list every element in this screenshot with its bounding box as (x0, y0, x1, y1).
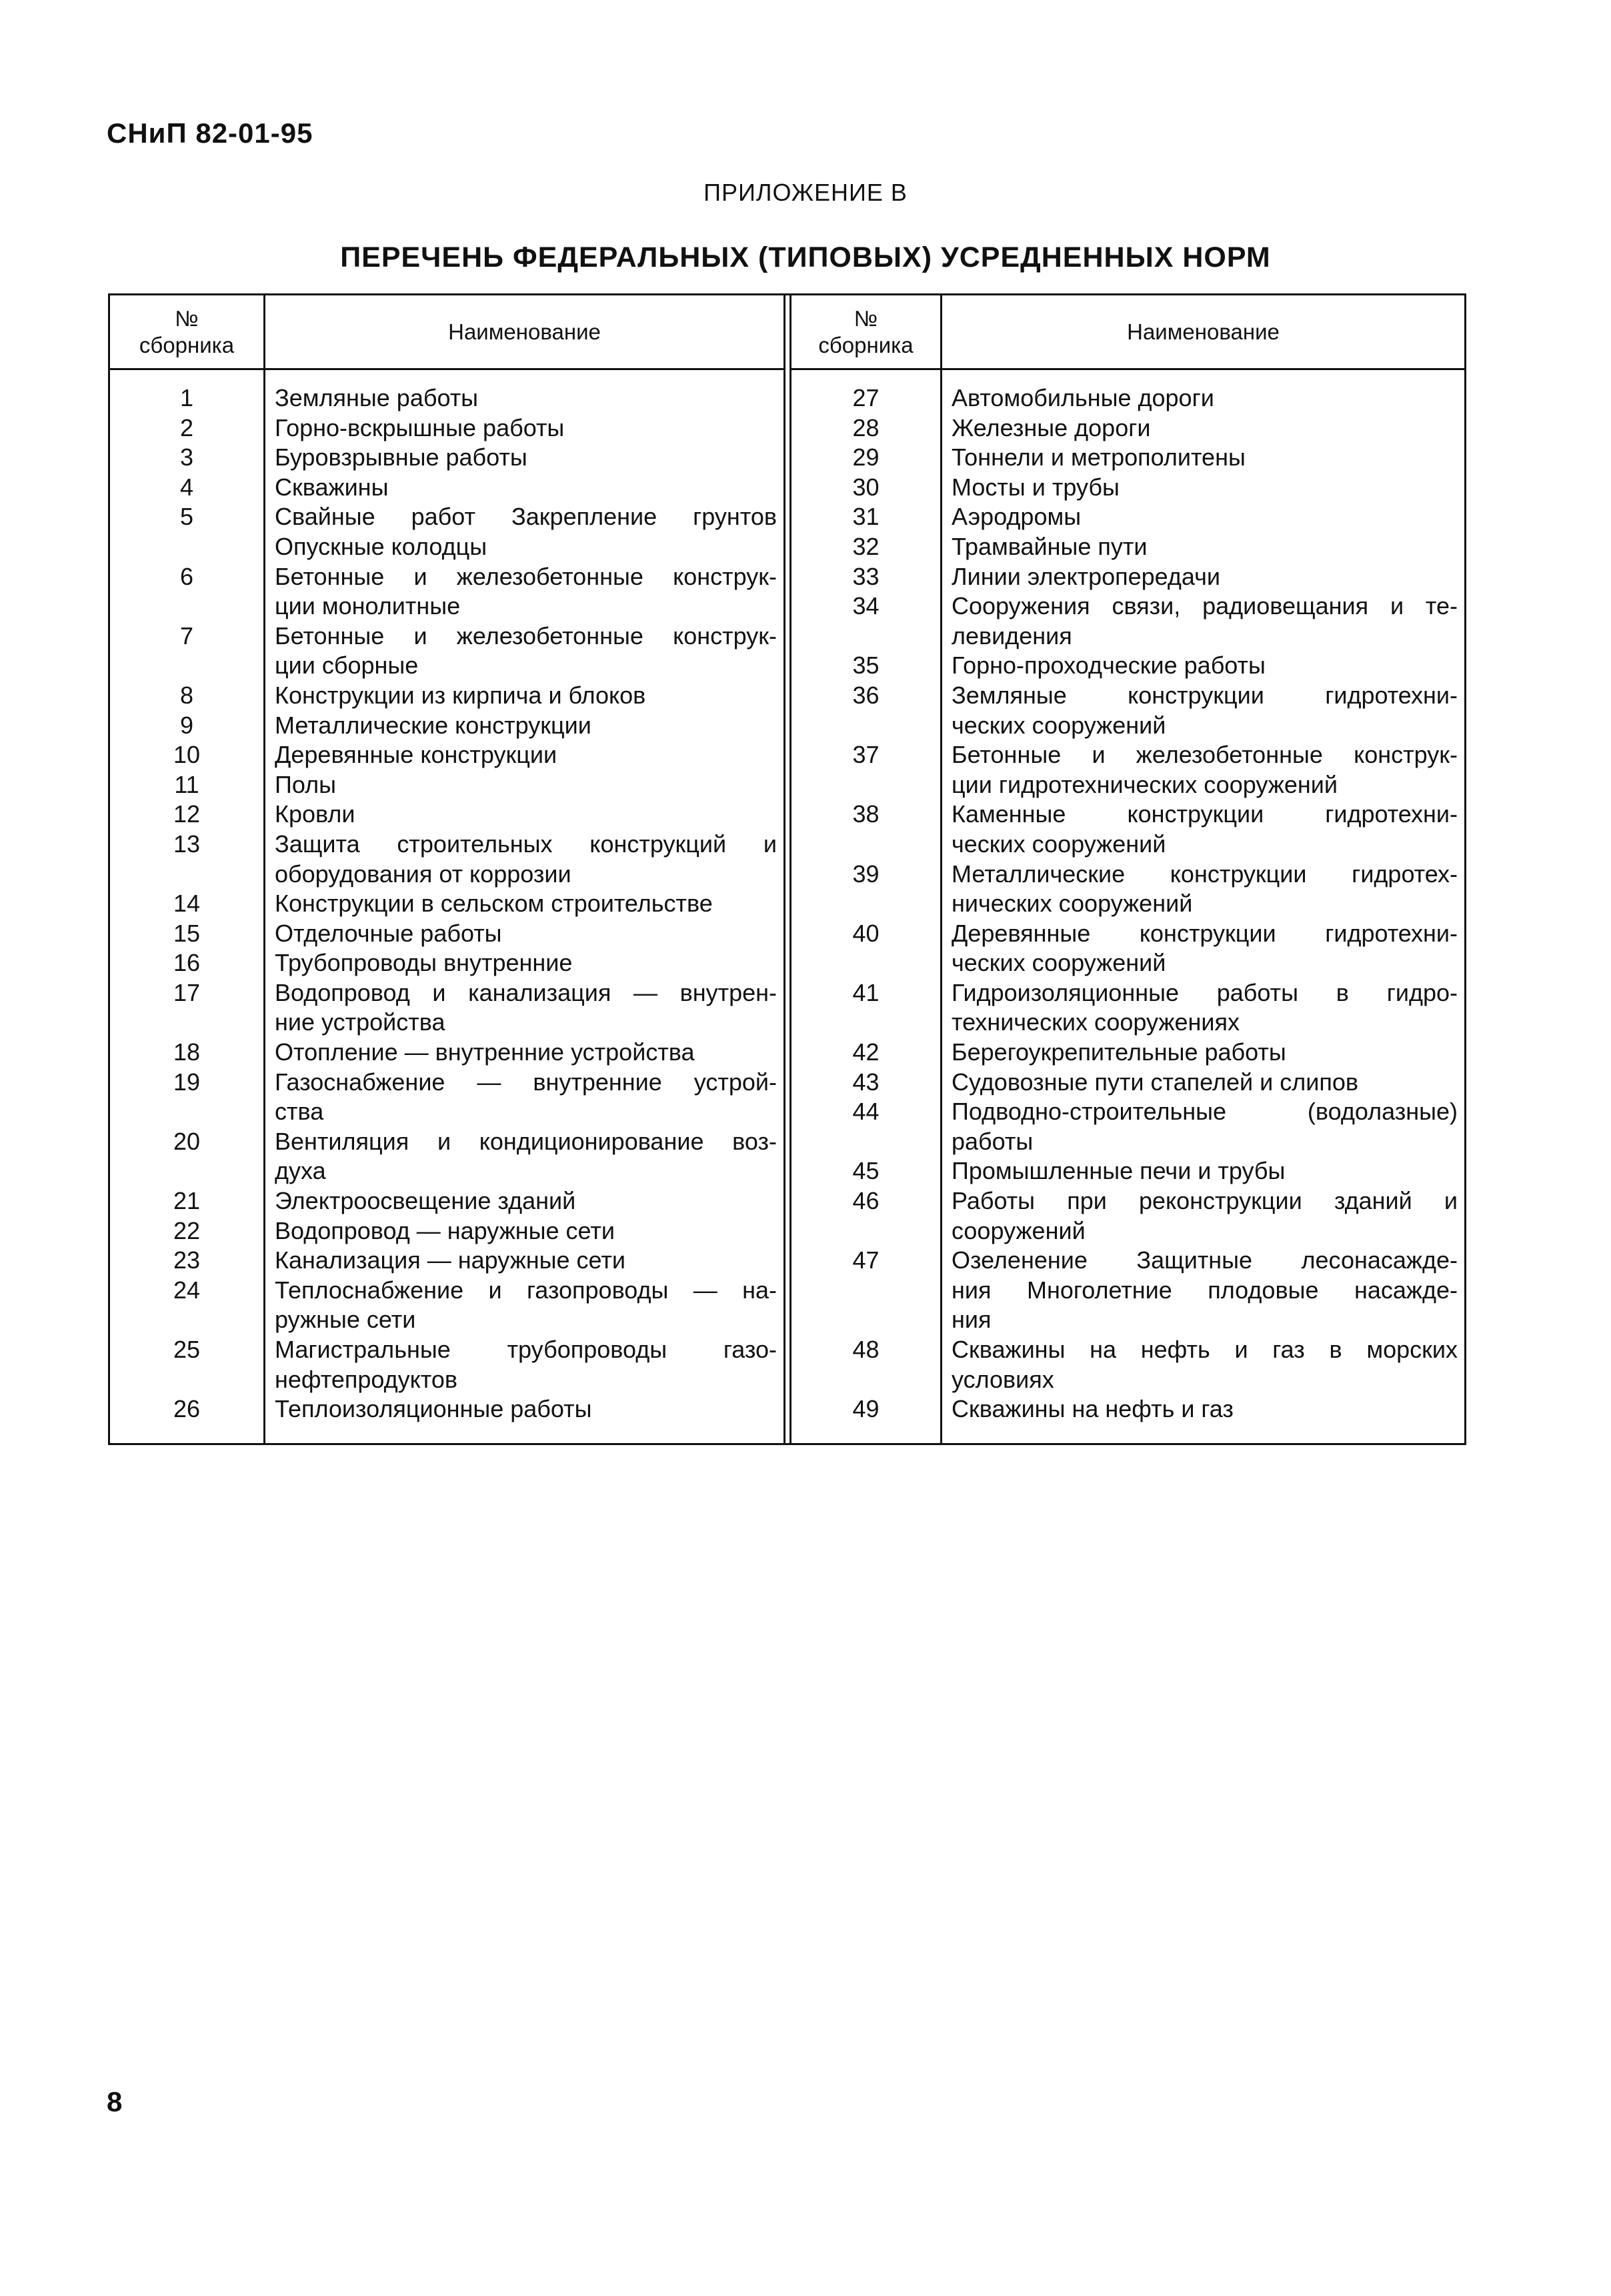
norm-name-line: ружные сети (275, 1306, 416, 1334)
norm-number: 20 (173, 1127, 201, 1155)
norm-name-line: Свайные работ Закрепление грунтов (275, 503, 777, 531)
norm-name-line: Отопление — внутренние устройства (275, 1038, 695, 1066)
number-spacer (791, 711, 940, 741)
norm-name-line: Горно-проходческие работы (952, 652, 1266, 680)
norm-number: 15 (173, 919, 201, 947)
norm-name-line: левидения (952, 622, 1072, 650)
norm-number: 2 (179, 413, 194, 441)
norm-number: 41 (852, 978, 880, 1006)
norm-name-line: Сооружения связи, радиовещания и те- (952, 592, 1458, 620)
norm-number: 28 (852, 413, 880, 441)
header-name: Наименование (1127, 319, 1280, 344)
norm-name-line: технических сооружениях (952, 1008, 1240, 1036)
header-number-label: сборника (139, 332, 235, 357)
norm-number: 46 (852, 1187, 880, 1215)
number-spacer (110, 1365, 263, 1395)
norm-name-line: Теплоизоляционные работы (275, 1395, 592, 1423)
norm-name-line: Деревянные конструкции (275, 741, 557, 769)
norm-number: 24 (173, 1276, 201, 1304)
norm-name-line: Мосты и трубы (952, 473, 1120, 501)
norm-number: 49 (852, 1395, 880, 1423)
norm-number: 42 (852, 1038, 880, 1066)
norm-name-line: Водопровод — наружные сети (275, 1216, 615, 1244)
norm-name-line: Металлические конструкции гидротех- (952, 860, 1458, 888)
number-spacer (791, 622, 940, 652)
norm-name-line: Металлические конструкции (275, 711, 591, 739)
norm-name-line: Буровзрывные работы (275, 443, 527, 471)
norm-name-line: Аэродромы (952, 503, 1082, 531)
norm-number: 45 (852, 1157, 880, 1185)
norm-name-line: Скважины на нефть и газ (952, 1395, 1234, 1423)
norm-name-line: Подводно-строительные (водолазные) (952, 1098, 1458, 1126)
norm-number: 36 (852, 681, 880, 709)
norm-name-line: нефтепродуктов (275, 1365, 457, 1393)
norm-number: 13 (173, 830, 201, 858)
norm-number: 23 (173, 1246, 201, 1274)
norm-name-line: Защита строительных конструкций и (275, 830, 777, 858)
norm-name-line: Газоснабжение — внутренние устрой- (275, 1068, 777, 1096)
norm-name-line: Конструкции в сельском строительстве (275, 890, 713, 918)
norm-number: 29 (852, 443, 880, 471)
norm-name-line: сооружений (952, 1216, 1086, 1244)
norm-number: 17 (173, 978, 201, 1006)
norm-name-line: Горно-вскрышные работы (275, 413, 565, 441)
number-column (110, 370, 265, 1443)
norm-number: 11 (174, 770, 199, 798)
norm-name-line: нических сооружений (952, 890, 1193, 918)
norm-number: 48 (852, 1336, 880, 1363)
norm-number: 12 (173, 800, 201, 828)
number-spacer (791, 1216, 940, 1246)
norm-name-line: Бетонные и железобетонные конструк- (952, 741, 1458, 769)
norm-number: 44 (852, 1098, 880, 1126)
norm-name-line: Гидроизоляционные работы в гидро- (952, 978, 1458, 1006)
number-column (791, 370, 942, 1443)
norm-number: 31 (852, 503, 880, 531)
number-spacer (791, 948, 940, 978)
table-header (791, 295, 1464, 370)
norm-name-line: Земляные конструкции гидротехни- (952, 681, 1458, 709)
norm-name-line: Трубопроводы внутренние (275, 949, 573, 977)
number-spacer (791, 1127, 940, 1157)
norm-number: 8 (179, 681, 194, 709)
norm-name-line: Полы (275, 770, 336, 798)
number-spacer (791, 830, 940, 860)
norm-number: 37 (852, 741, 880, 769)
number-spacer (791, 1305, 940, 1335)
number-spacer (791, 1276, 940, 1306)
header-number-label: сборника (818, 332, 914, 357)
norms-table (108, 293, 1466, 1445)
norm-number: 7 (179, 622, 194, 650)
header-number (791, 295, 942, 368)
table-body-left (110, 370, 783, 1443)
norm-number: 25 (173, 1336, 201, 1363)
norm-name-line: Автомобильные дороги (952, 384, 1214, 411)
header-name: Наименование (448, 319, 601, 344)
header-number-sign: № (175, 305, 199, 331)
norm-name-line: Промышленные печи и трубы (952, 1157, 1286, 1185)
norm-number: 1 (179, 384, 194, 411)
number-spacer (110, 532, 263, 562)
norm-number: 6 (179, 562, 194, 590)
norm-name-line: Судовозные пути стапелей и слипов (952, 1068, 1358, 1096)
page-number: 8 (107, 2086, 123, 2117)
norm-number: 26 (173, 1395, 201, 1423)
norm-name-line: оборудования от коррозии (275, 860, 571, 888)
norm-name-line: Берегоукрепительные работы (952, 1038, 1286, 1066)
norm-name-line: Теплоснабжение и газопроводы — на- (275, 1276, 777, 1304)
norm-name-line: работы (952, 1127, 1034, 1155)
norm-name-line: ческих сооружений (952, 711, 1166, 739)
name-column (265, 370, 783, 1443)
number-spacer (791, 1365, 940, 1395)
norm-number: 10 (173, 741, 201, 769)
header-number-sign: № (854, 305, 878, 331)
norm-name-line: ции сборные (275, 652, 419, 680)
number-spacer (791, 889, 940, 919)
norm-name-line: Железные дороги (952, 413, 1151, 441)
norm-name-line: ния (952, 1306, 992, 1334)
norm-name-line: ции гидротехнических сооружений (952, 770, 1338, 798)
norm-name-line: Озеленение Защитные лесонасажде- (952, 1246, 1458, 1274)
norm-name-line: Бетонные и железобетонные конструк- (275, 562, 777, 590)
norm-name-line: Вентиляция и кондиционирование воз- (275, 1127, 777, 1155)
norm-number: 21 (173, 1187, 201, 1215)
norm-number: 40 (852, 919, 880, 947)
norm-number: 18 (173, 1038, 201, 1066)
norm-number: 5 (179, 503, 194, 531)
norm-name-line: Каменные конструкции гидротехни- (952, 800, 1458, 828)
norm-name-line: ческих сооружений (952, 830, 1166, 858)
number-spacer (791, 770, 940, 800)
norm-number: 32 (852, 532, 880, 560)
norm-name-line: Трамвайные пути (952, 532, 1148, 560)
number-spacer (110, 860, 263, 890)
norm-name-line: Земляные работы (275, 384, 479, 411)
norm-name-line: Электроосвещение зданий (275, 1187, 576, 1215)
norm-name-line: Работы при реконструкции зданий и (952, 1187, 1458, 1215)
number-spacer (791, 1008, 940, 1038)
norm-name-line: Линии электропередачи (952, 562, 1220, 590)
norm-name-line: условиях (952, 1365, 1054, 1393)
norm-number: 35 (852, 652, 880, 680)
table-left-half (110, 295, 785, 1443)
norm-number: 30 (852, 473, 880, 501)
norm-number: 38 (852, 800, 880, 828)
number-spacer (110, 651, 263, 681)
number-spacer (110, 592, 263, 622)
norm-name-line: ние устройства (275, 1008, 445, 1036)
norm-number: 43 (852, 1068, 880, 1096)
norm-name-line: ческих сооружений (952, 949, 1166, 977)
norm-name-line: Отделочные работы (275, 919, 502, 947)
number-spacer (110, 1097, 263, 1127)
norm-name-line: Тоннели и метрополитены (952, 443, 1246, 471)
page-title: ПЕРЕЧЕНЬ ФЕДЕРАЛЬНЫХ (ТИПОВЫХ) УСРЕДНЕННЫХ НОРМ (340, 241, 1271, 273)
norm-name-line: Скважины на нефть и газ в морских (952, 1336, 1458, 1363)
norm-number: 9 (179, 711, 194, 739)
norm-name-line: ства (275, 1098, 324, 1126)
norm-number: 16 (173, 949, 201, 977)
norm-name-line: Деревянные конструкции гидротехни- (952, 919, 1458, 947)
document-code: СНиП 82-01-95 (107, 117, 313, 149)
norm-number: 3 (179, 443, 194, 471)
norm-name-line: Скважины (275, 473, 389, 501)
norm-number: 33 (852, 562, 880, 590)
norm-number: 39 (852, 860, 880, 888)
norm-name-line: Водопровод и канализация — внутрен- (275, 978, 777, 1006)
table-body-right (791, 370, 1464, 1443)
header-number (110, 295, 265, 368)
norm-number: 19 (173, 1068, 201, 1096)
table-right-half (789, 295, 1464, 1443)
norm-name-line: ния Многолетние плодовые насажде- (952, 1276, 1458, 1304)
norm-name-line: Канализация — наружные сети (275, 1246, 625, 1274)
norm-number: 4 (179, 473, 194, 501)
name-column (942, 370, 1464, 1443)
norm-number: 34 (852, 592, 880, 620)
norm-number: 14 (173, 890, 201, 918)
norm-name-line: духа (275, 1157, 326, 1185)
appendix-label: ПРИЛОЖЕНИЕ В (703, 179, 908, 206)
number-spacer (110, 1008, 263, 1038)
norm-name-line: Магистральные трубопроводы газо- (275, 1336, 777, 1363)
norm-name-line: Кровли (275, 800, 355, 828)
norm-name-line: Конструкции из кирпича и блоков (275, 681, 646, 709)
norm-number: 47 (852, 1246, 880, 1274)
norm-name-line: ции монолитные (275, 592, 461, 620)
number-spacer (110, 1305, 263, 1335)
table-header (110, 295, 783, 370)
number-spacer (110, 1156, 263, 1186)
norm-number: 27 (852, 384, 880, 411)
norm-number: 22 (173, 1216, 201, 1244)
norm-name-line: Бетонные и железобетонные конструк- (275, 622, 777, 650)
norm-name-line: Опускные колодцы (275, 532, 487, 560)
